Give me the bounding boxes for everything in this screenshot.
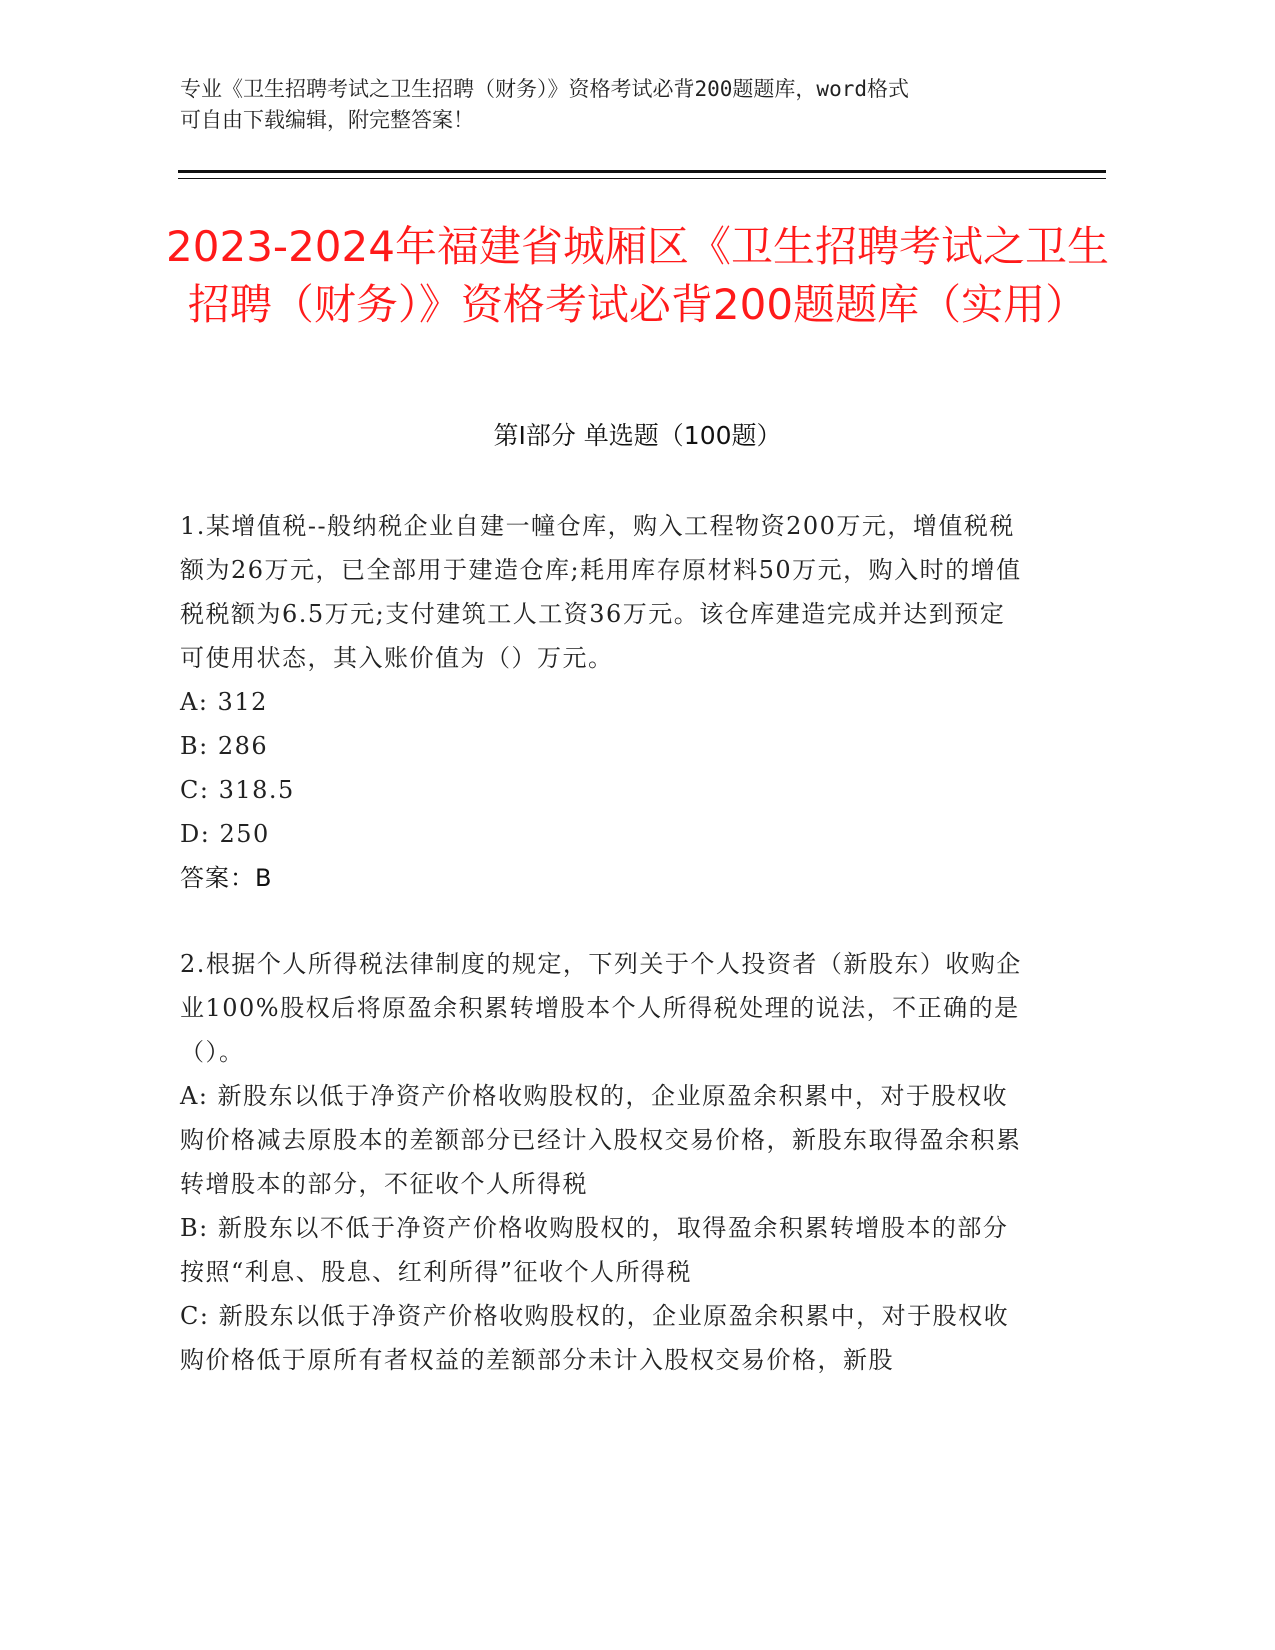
document-title: 2023-2024年福建省城厢区《卫生招聘考试之卫生招聘（财务）》资格考试必背200题题库（实用） bbox=[166, 222, 1109, 329]
header-rule-thin bbox=[178, 178, 1106, 179]
option-d: D: 250 bbox=[180, 820, 270, 848]
option-a: A: 312 bbox=[180, 688, 268, 716]
question-stem: 1.某增值税--般纳税企业自建一幢仓库，购入工程物资200万元，增值税税额为26万元，已全部用于建造仓库;耗用库存原材料50万元，购入时的增值税税额为6.5万元;支付建筑工人工资36万元。该仓库建造完成并达到预定可使用状态，其入账价值为（）万元。 bbox=[180, 512, 1022, 672]
header-rule-thick bbox=[178, 170, 1106, 173]
question-stem: 2.根据个人所得税法律制度的规定，下列关于个人投资者（新股东）收购企业100%股权后将原盈余积累转增股本个人所得税处理的说法，不正确的是（）。 bbox=[180, 950, 1022, 1066]
option-c: C: 318.5 bbox=[180, 776, 295, 804]
option-b: B: 新股东以不低于净资产价格收购股权的，取得盈余积累转增股本的部分按照“利息、股息、红利所得”征收个人所得税 bbox=[180, 1214, 1009, 1286]
question-2 bbox=[180, 942, 1030, 1382]
option-a: A: 新股东以低于净资产价格收购股权的，企业原盈余积累中，对于股权收购价格减去原股本的差额部分已经计入股权交易价格，新股东取得盈余积累转增股本的部分，不征收个人所得税 bbox=[180, 1082, 1022, 1198]
question-1 bbox=[180, 504, 1030, 900]
option-b: B: 286 bbox=[180, 732, 269, 760]
section-title: 第I部分 单选题（100题） bbox=[493, 421, 782, 450]
answer-line: 答案：B bbox=[180, 864, 273, 892]
header-note: 专业《卫生招聘考试之卫生招聘（财务）》资格考试必背200题题库，word格式 可自由下载编辑，附完整答案！ bbox=[180, 77, 909, 132]
option-c: C: 新股东以低于净资产价格收购股权的，企业原盈余积累中，对于股权收购价格低于原所有者权益的差额部分未计入股权交易价格，新股 bbox=[180, 1302, 1010, 1374]
question-list bbox=[180, 504, 1030, 1424]
